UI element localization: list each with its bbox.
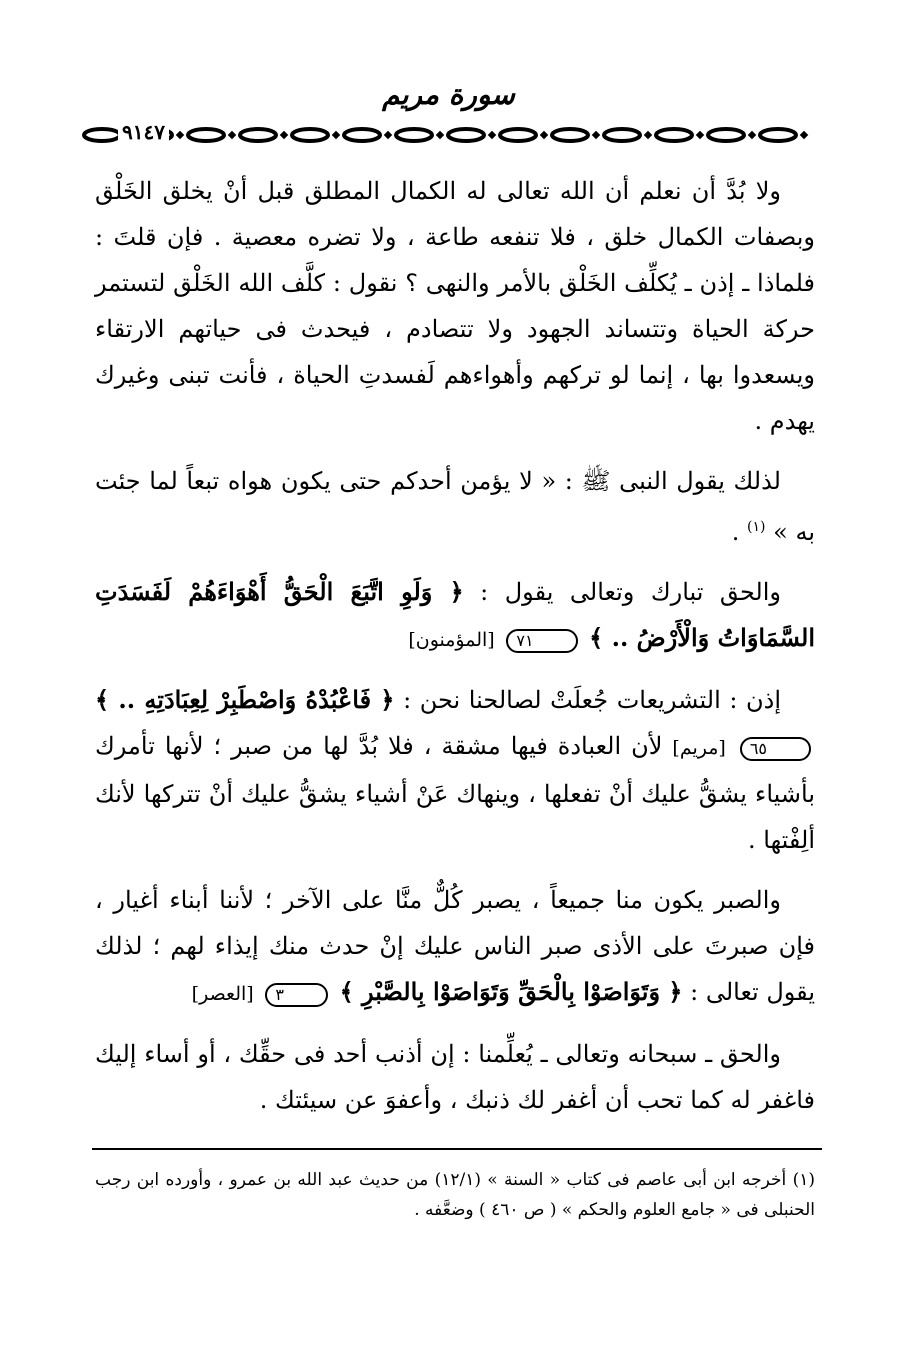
border-link — [188, 129, 224, 141]
border-link — [760, 129, 796, 141]
border-link — [344, 129, 380, 141]
border-link — [84, 129, 120, 141]
border-link — [448, 129, 484, 141]
border-link — [656, 129, 692, 141]
paragraph-2 — [95, 458, 815, 555]
paragraph-1: ولا بُدَّ أن نعلم أن الله تعالى له الكمال المطلق قبل أنْ يخلق الخَلْق وبصفات الكمال خلق ، فلا تنفعه طاعة ، ولا تضره معصية . فإن قلتَ : فلماذا ـ إذن ـ يُكلِّف الخَلْق بالأمر والنهى ؟ نقول : كلَّف الله الخَلْق لتستمر حركة الحياة وتتساند الجهود ولا تتصادم ، فيحدث فى حياتهم الارتقاء ويسعدوا بها ، إنما لو تركهم وأهواءهم لَفسدتِ الحياة ، فأنت تبنى وغيرك يهدم . — [95, 177, 815, 435]
quran-verse: ﴿ وَلَوِ اتَّبَعَ الْحَقُّ أَهْوَاءَهُمْ لَفَسَدَتِ السَّمَاوَاتُ وَالْأَرْضُ .. ﴾ — [95, 577, 815, 652]
border-diamond — [228, 131, 236, 139]
sentence-end: . — [731, 518, 740, 546]
paragraph-5-intro: والصبر يكون منا جميعاً ، يصبر كُلٌّ منَّا على الآخر ؛ لأننا أبناء أغيار ، فإن صبرتَ على الأذى صبر الناس عليك إنْ حدث منك إيذاء لهم ؛ لذلك يقول تعالى : — [95, 886, 815, 1006]
border-diamond — [696, 131, 704, 139]
paragraph-4-intro: إذن : التشريعات جُعلَتْ لصالحنا نحن : — [403, 686, 781, 714]
border-link — [240, 129, 276, 141]
border-diamond — [592, 131, 600, 139]
ayah-number: ٧١ — [506, 629, 577, 653]
border-diamond — [332, 131, 340, 139]
page-number: ٩١٤٧ — [118, 120, 169, 144]
border-link — [708, 129, 744, 141]
main-text — [95, 168, 815, 1137]
paragraph-3 — [95, 569, 815, 663]
paragraph-3-intro: والحق تبارك وتعالى يقول : — [480, 578, 782, 606]
border-link — [292, 129, 328, 141]
ayah-number: ٣ — [265, 983, 328, 1007]
border-diamond — [436, 131, 444, 139]
footnote: (١) أخرجه ابن أبى عاصم فى كتاب « السنة » (١٢/١) من حديث عبد الله بن عمرو ، وأورده ابن رجب الحنبلى فى « جامع العلوم والحكم » ( ص ٤٦٠ ) وضعَّفه . — [95, 1170, 815, 1220]
sura-reference: [العصر] — [191, 983, 254, 1005]
paragraph-4-rest: لأن العبادة فيها مشقة ، فلا بُدَّ لها من صبر ؛ لأنها تأمرك بأشياء يشقُّ عليك أنْ تفعلها ، وينهاك عَنْ أشياء يشقُّ عليك أنْ تتركها لأنك ألِفْتها . — [95, 732, 815, 854]
paragraph-6: والحق ـ سبحانه وتعالى ـ يُعلِّمنا : إن أذنب أحد فى حقِّك ، أو أساء إليك فاغفر له كما تحب أن أغفر لك ذنبك ، وأعفوَ عن سيئتك . — [95, 1040, 815, 1114]
border-link — [604, 129, 640, 141]
ayah-number: ٦٥ — [740, 737, 811, 761]
footnote-marker[interactable]: (١) — [747, 519, 766, 535]
hadith-text: لذلك يقول النبى ﷺ : « لا يؤمن أحدكم حتى يكون هواه تبعاً لما جئت به » — [95, 467, 815, 546]
border-link — [500, 129, 536, 141]
border-link — [396, 129, 432, 141]
border-diamond — [800, 131, 808, 139]
border-diamond — [540, 131, 548, 139]
border-diamond — [748, 131, 756, 139]
border-link — [552, 129, 588, 141]
border-diamond — [644, 131, 652, 139]
paragraph-5 — [95, 877, 815, 1017]
border-diamond — [488, 131, 496, 139]
sura-reference: [مريم] — [672, 737, 726, 759]
decorative-border — [78, 122, 838, 148]
paragraph-4 — [95, 677, 815, 863]
border-diamond — [384, 131, 392, 139]
sura-title: سورة مريم — [382, 78, 515, 111]
quran-verse: ﴿ فَاعْبُدْهُ وَاصْطَبِرْ لِعِبَادَتِهِ .. ﴾ — [95, 685, 395, 714]
quran-verse: ﴿ وَتَوَاصَوْا بِالْحَقِّ وَتَوَاصَوْا بِالصَّبْرِ ﴾ — [339, 977, 683, 1006]
border-diamond — [176, 131, 184, 139]
border-diamond — [280, 131, 288, 139]
sura-reference: [المؤمنون] — [408, 629, 495, 651]
footnote-separator — [92, 1148, 822, 1150]
